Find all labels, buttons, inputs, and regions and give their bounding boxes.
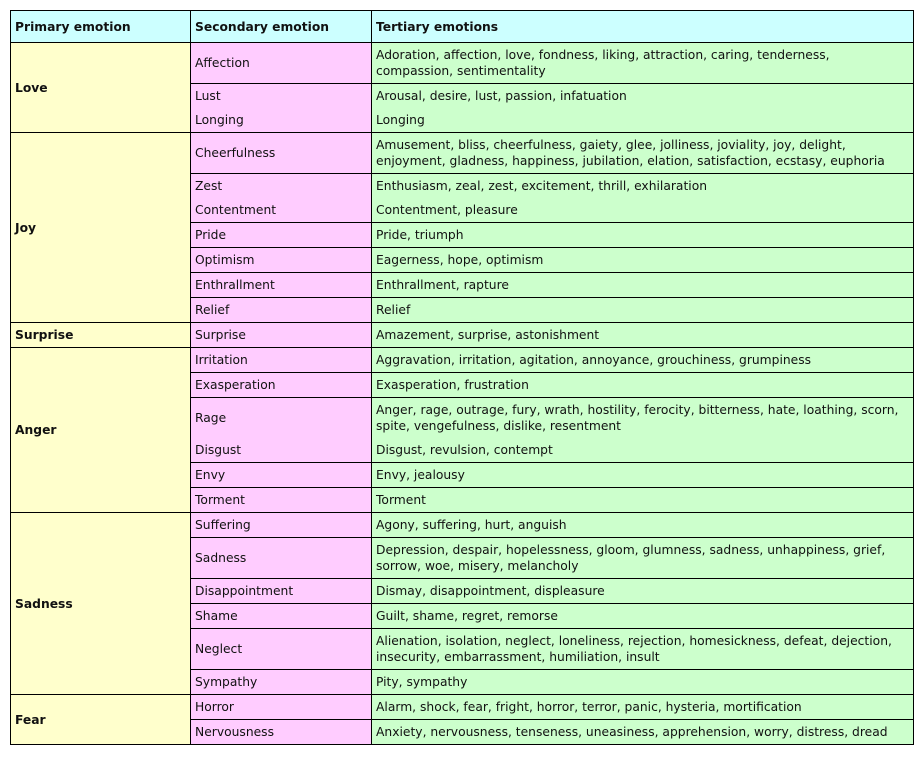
tertiary-emotions-cell [372, 629, 914, 670]
secondary-emotion: Neglect [195, 642, 243, 656]
tertiary-emotions-cell [372, 174, 914, 223]
secondary-emotion: Surprise [195, 328, 246, 342]
table-row [11, 323, 914, 348]
secondary-emotion-cell [191, 695, 372, 720]
tertiary-emotions-cell [372, 488, 914, 513]
tertiary-emotions-cell [372, 348, 914, 373]
table-body [11, 43, 914, 745]
tertiary-emotions: Anxiety, nervousness, tenseness, uneasiness, apprehension, worry, distress, dread [376, 725, 888, 739]
tertiary-emotions-cell [372, 604, 914, 629]
tertiary-emotions-cell [372, 133, 914, 174]
secondary-emotion: Affection [195, 56, 250, 70]
secondary-emotion: Relief [195, 303, 230, 317]
tertiary-emotions: Arousal, desire, lust, passion, infatuation [376, 89, 627, 103]
secondary-emotion: Torment [195, 493, 245, 507]
tertiary-emotions-cell [372, 538, 914, 579]
tertiary-emotions-cell [372, 273, 914, 298]
secondary-emotion: Disgust [195, 443, 242, 457]
tertiary-emotions-cell [372, 398, 914, 463]
secondary-emotion: Enthrallment [195, 278, 275, 292]
tertiary-emotions-cell [372, 84, 914, 133]
secondary-emotion: Exasperation [195, 378, 276, 392]
secondary-emotion-cell [191, 629, 372, 670]
secondary-emotion-cell [191, 579, 372, 604]
primary-emotion-cell: Fear [11, 695, 191, 745]
secondary-emotion: Shame [195, 609, 238, 623]
secondary-emotion: Nervousness [195, 725, 274, 739]
tertiary-emotions: Guilt, shame, regret, remorse [376, 609, 558, 623]
secondary-emotion-cell [191, 273, 372, 298]
tertiary-emotions: Alienation, isolation, neglect, loneliness, rejection, homesickness, defeat, dejection, insecurity, embarrassment, humiliation, insult [376, 634, 892, 664]
tertiary-emotions-cell [372, 463, 914, 488]
primary-emotion-cell: Surprise [11, 323, 191, 348]
secondary-emotion-cell [191, 398, 372, 463]
secondary-emotion-cell [191, 513, 372, 538]
tertiary-emotions-cell [372, 43, 914, 84]
tertiary-emotions-cell [372, 223, 914, 248]
table-row [11, 695, 914, 720]
secondary-emotion-cell [191, 248, 372, 273]
secondary-emotion: Zest [195, 179, 223, 193]
secondary-emotion-cell [191, 298, 372, 323]
header-secondary: Secondary emotion [191, 11, 372, 43]
secondary-emotion: Cheerfulness [195, 146, 276, 160]
tertiary-emotions: Pity, sympathy [376, 675, 468, 689]
tertiary-emotions-cell [372, 323, 914, 348]
secondary-emotion: Contentment [195, 203, 277, 217]
secondary-emotion-cell [191, 373, 372, 398]
table-row [11, 513, 914, 538]
tertiary-emotions-cell [372, 670, 914, 695]
secondary-emotion: Pride [195, 228, 227, 242]
tertiary-emotions-cell [372, 298, 914, 323]
tertiary-emotions-cell [372, 373, 914, 398]
tertiary-emotions: Eagerness, hope, optimism [376, 253, 544, 267]
secondary-emotion-cell [191, 488, 372, 513]
tertiary-emotions: Enthusiasm, zeal, zest, excitement, thrill, exhilaration [376, 179, 708, 193]
table-row [11, 43, 914, 84]
secondary-emotion-cell [191, 720, 372, 745]
tertiary-emotions-cell [372, 720, 914, 745]
tertiary-emotions: Anger, rage, outrage, fury, wrath, hostility, ferocity, bitterness, hate, loathing, scorn, spite, vengefulness, dislike, resentment [376, 403, 899, 433]
secondary-emotion: Lust [195, 89, 221, 103]
secondary-emotion: Suffering [195, 518, 251, 532]
tertiary-emotions-cell [372, 513, 914, 538]
primary-emotion-cell: Joy [11, 133, 191, 323]
tertiary-emotions: Pride, triumph [376, 228, 464, 242]
tertiary-emotions: Agony, suffering, hurt, anguish [376, 518, 567, 532]
primary-emotion-cell: Anger [11, 348, 191, 513]
tertiary-emotions-cell [372, 248, 914, 273]
secondary-emotion-cell [191, 463, 372, 488]
secondary-emotion: Irritation [195, 353, 248, 367]
table-row [11, 133, 914, 174]
secondary-emotion-cell [191, 223, 372, 248]
emotions-table [10, 10, 914, 745]
primary-emotion-cell: Love [11, 43, 191, 133]
primary-emotion-cell: Sadness [11, 513, 191, 695]
secondary-emotion-cell [191, 604, 372, 629]
tertiary-emotions: Adoration, affection, love, fondness, liking, attraction, caring, tenderness, compassion, sentimentality [376, 48, 830, 78]
secondary-emotion-cell [191, 174, 372, 223]
header-tertiary: Tertiary emotions [372, 11, 914, 43]
secondary-emotion-cell [191, 43, 372, 84]
secondary-emotion: Sympathy [195, 675, 258, 689]
secondary-emotion: Optimism [195, 253, 255, 267]
secondary-emotion: Disappointment [195, 584, 294, 598]
secondary-emotion-cell [191, 348, 372, 373]
tertiary-emotions: Amusement, bliss, cheerfulness, gaiety, glee, jolliness, joviality, joy, delight, enjoyment, gladness, happiness, jubilation, elation, satisfaction, ecstasy, euphoria [376, 138, 885, 168]
secondary-emotion: Sadness [195, 551, 247, 565]
tertiary-emotions: Relief [376, 303, 411, 317]
tertiary-emotions: Aggravation, irritation, agitation, annoyance, grouchiness, grumpiness [376, 353, 812, 367]
header-row [11, 11, 914, 43]
tertiary-emotions: Dismay, disappointment, displeasure [376, 584, 605, 598]
secondary-emotion-cell [191, 670, 372, 695]
secondary-emotion: Longing [195, 113, 244, 127]
tertiary-emotions: Torment [376, 493, 426, 507]
tertiary-emotions-cell [372, 695, 914, 720]
secondary-emotion: Envy [195, 468, 226, 482]
secondary-emotion: Rage [195, 411, 227, 425]
secondary-emotion-cell [191, 538, 372, 579]
tertiary-emotions: Depression, despair, hopelessness, gloom, glumness, sadness, unhappiness, grief, sorrow, woe, misery, melancholy [376, 543, 886, 573]
secondary-emotion: Horror [195, 700, 234, 714]
tertiary-emotions-cell [372, 579, 914, 604]
tertiary-emotions: Amazement, surprise, astonishment [376, 328, 600, 342]
tertiary-emotions: Longing [376, 113, 425, 127]
tertiary-emotions: Alarm, shock, fear, fright, horror, terror, panic, hysteria, mortification [376, 700, 802, 714]
secondary-emotion-cell [191, 133, 372, 174]
tertiary-emotions: Exasperation, frustration [376, 378, 529, 392]
header-primary: Primary emotion [11, 11, 191, 43]
secondary-emotion-cell [191, 323, 372, 348]
tertiary-emotions: Disgust, revulsion, contempt [376, 443, 553, 457]
secondary-emotion-cell [191, 84, 372, 133]
tertiary-emotions: Enthrallment, rapture [376, 278, 509, 292]
tertiary-emotions: Contentment, pleasure [376, 203, 518, 217]
tertiary-emotions: Envy, jealousy [376, 468, 465, 482]
table-row [11, 348, 914, 373]
